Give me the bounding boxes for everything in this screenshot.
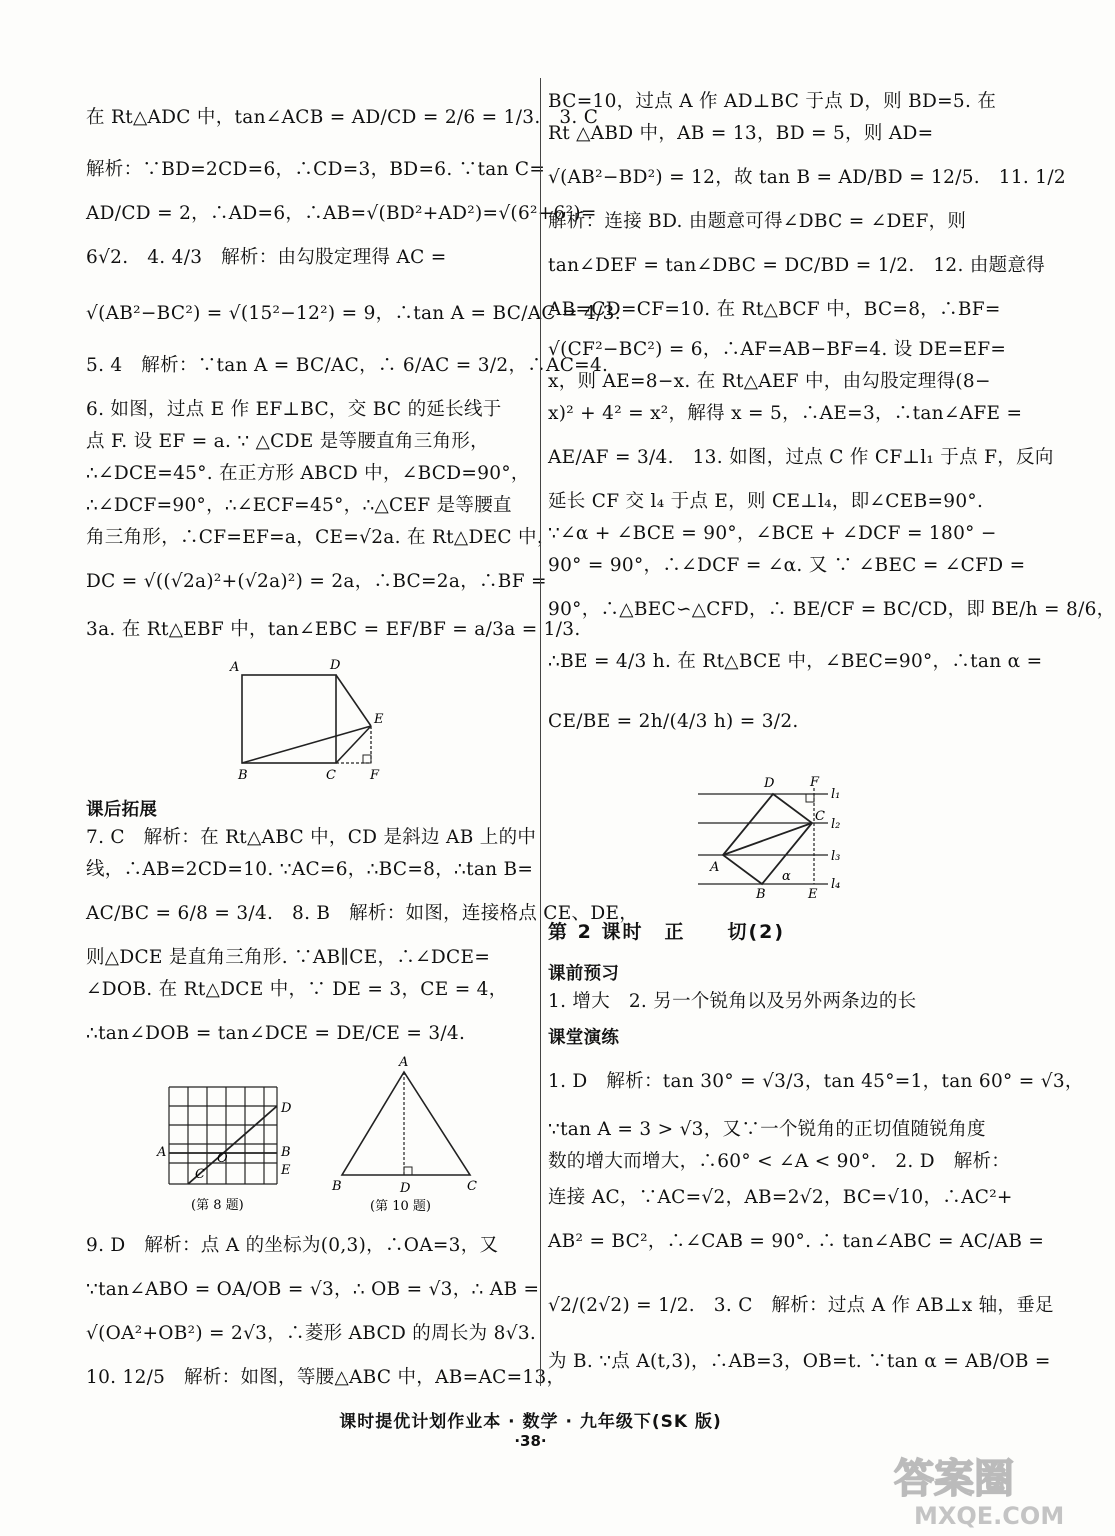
- watermark-top-text: 答案圈: [894, 1456, 1014, 1502]
- text-line: 在 Rt△ADC 中，tan∠ACB = AD/CD = 2/6 = 1/3. 3. C: [86, 107, 599, 128]
- text-line: ∵tan∠ABO = OA/OB = √3，∴ OB = √3，∴ AB =: [86, 1279, 540, 1300]
- text-line: 则△DCE 是直角三角形. ∵AB∥CE，∴∠DCE=: [86, 947, 491, 968]
- fig6-label-c: C: [326, 768, 336, 783]
- text-line: 1. 增大 2. 另一个锐角以及另外两条边的长: [548, 991, 917, 1012]
- section-heading: 第 2 课时 正 切(2): [548, 921, 786, 943]
- text-line: 点 F. 设 EF = a. ∵ △CDE 是等腰直角三角形，: [86, 431, 489, 452]
- text-line: ∴BE = 4/3 h. 在 Rt△BCE 中，∠BEC=90°，∴tan α =: [548, 651, 1043, 672]
- section-heading: 课堂演练: [548, 1028, 620, 1048]
- fig6-label-a: A: [230, 660, 240, 675]
- figure-q10: [330, 1050, 490, 1220]
- figure-q10-svg: [330, 1050, 490, 1220]
- text-line: 数的增大而增大，∴60° < ∠A < 90°. 2. D 解析：: [548, 1151, 1011, 1172]
- fig13-label-a: A: [710, 860, 720, 875]
- fig13-label-l2: l₂: [831, 817, 841, 832]
- watermark-bottom-text: MXQE.COM: [914, 1502, 1065, 1530]
- fig8-label-b: B: [281, 1145, 291, 1160]
- footer-book-title: 课时提优计划作业本 · 数学 · 九年级下(SK 版): [339, 1412, 722, 1432]
- text-line: AC/BC = 6/8 = 3/4. 8. B 解析：如图，连接格点 CE、DE，: [86, 903, 639, 924]
- fig8-label-o: O: [217, 1151, 228, 1166]
- fig6-label-e: E: [374, 712, 384, 727]
- fig8-label-d: D: [281, 1101, 292, 1116]
- text-line: √(CF²−BC²) = 6，∴AF=AB−BF=4. 设 DE=EF=: [548, 339, 1007, 360]
- fig13-label-f: F: [810, 775, 820, 790]
- text-line: 10. 12/5 解析：如图，等腰△ABC 中，AB=AC=13，: [86, 1367, 566, 1388]
- figure-q13-svg: [690, 770, 850, 900]
- text-line: 5. 4 解析：∵tan A = BC/AC，∴ 6/AC = 3/2，∴AC=4.: [86, 355, 609, 376]
- text-line: 7. C 解析：在 Rt△ABC 中，CD 是斜边 AB 上的中: [86, 827, 537, 848]
- text-line: ∠DOB. 在 Rt△DCE 中，∵ DE = 3，CE = 4，: [86, 979, 508, 1000]
- text-line: AE/AF = 3/4. 13. 如图，过点 C 作 CF⊥l₁ 于点 F，反向: [548, 447, 1054, 468]
- text-line: x)² + 4² = x²，解得 x = 5，∴AE=3，∴tan∠AFE =: [548, 403, 1023, 424]
- fig6-label-b: B: [238, 768, 248, 783]
- text-line: Rt △ABD 中，AB = 13，BD = 5，则 AD=: [548, 123, 934, 144]
- text-line: AD/CD = 2，∴AD=6，∴AB=√(BD²+AD²)=√(6²+6²)=: [86, 203, 597, 224]
- text-line: 解析：∵BD=2CD=6，∴CD=3，BD=6. ∵tan C=: [86, 159, 546, 180]
- fig10-label-d: D: [400, 1181, 411, 1196]
- text-line: ∴∠DCE=45°. 在正方形 ABCD 中，∠BCD=90°，: [86, 463, 530, 484]
- fig10-caption: (第 10 题): [370, 1199, 431, 1214]
- fig13-label-l3: l₃: [831, 849, 841, 864]
- fig13-label-b: B: [756, 887, 766, 902]
- fig13-label-l1: l₁: [831, 787, 841, 802]
- figure-q6: [228, 655, 398, 783]
- text-line: 90° = 90°，∴∠DCF = ∠α. 又 ∵ ∠BEC = ∠CFD =: [548, 555, 1026, 576]
- fig6-label-d: D: [330, 658, 341, 673]
- text-line: ∵∠α + ∠BCE = 90°，∠BCE + ∠DCF = 180° −: [548, 523, 997, 544]
- footer-page-number: ·38·: [514, 1432, 547, 1450]
- text-line: 角三角形，∴CF=EF=a，CE=√2a. 在 Rt△DEC 中，: [86, 527, 556, 548]
- text-line: 延长 CF 交 l₄ 于点 E，则 CE⊥l₄，即∠CEB=90°.: [548, 491, 984, 512]
- text-line: ∵tan A = 3 > √3，又∵一个锐角的正切值随锐角度: [548, 1119, 986, 1140]
- fig10-label-a: A: [399, 1055, 409, 1070]
- figure-q6-svg: [228, 655, 398, 783]
- text-line: ∴tan∠DOB = tan∠DCE = DE/CE = 3/4.: [86, 1023, 466, 1044]
- text-line: tan∠DEF = tan∠DBC = DC/BD = 1/2. 12. 由题意得: [548, 255, 1046, 276]
- fig13-label-c: C: [815, 809, 825, 824]
- watermark-logo: [888, 1450, 1065, 1530]
- text-line: AB² = BC²，∴∠CAB = 90°. ∴ tan∠ABC = AC/AB =: [548, 1231, 1045, 1252]
- text-line: 1. D 解析：tan 30° = √3/3，tan 45°=1，tan 60° = √3，: [548, 1071, 1084, 1092]
- fig13-label-l4: l₄: [831, 877, 841, 892]
- text-line: √(OA²+OB²) = 2√3，∴菱形 ABCD 的周长为 8√3.: [86, 1323, 537, 1344]
- fig13-label-alpha: α: [782, 869, 791, 884]
- text-line: 连接 AC，∵AC=√2，AB=2√2，BC=√10，∴AC²+: [548, 1187, 1013, 1208]
- text-line: 3a. 在 Rt△EBF 中，tan∠EBC = EF/BF = a/3a = 1/3.: [86, 619, 581, 640]
- fig13-label-d: D: [764, 776, 775, 791]
- figure-q8: [155, 1082, 305, 1217]
- text-line: 9. D 解析：点 A 的坐标为(0,3)，∴OA=3，又: [86, 1235, 499, 1256]
- text-line: CE/BE = 2h/(4/3 h) = 3/2.: [548, 711, 799, 732]
- text-line: 6√2. 4. 4/3 解析：由勾股定理得 AC =: [86, 247, 447, 268]
- fig8-caption: (第 8 题): [191, 1198, 244, 1213]
- fig13-label-e: E: [808, 887, 818, 902]
- text-line: 为 B. ∵点 A(t,3)，∴AB=3，OB=t. ∵tan α = AB/OB =: [548, 1351, 1051, 1372]
- fig8-label-e: E: [281, 1163, 291, 1178]
- text-line: BC=10，过点 A 作 AD⊥BC 于点 D，则 BD=5. 在: [548, 91, 997, 112]
- text-line: √2/(2√2) = 1/2. 3. C 解析：过点 A 作 AB⊥x 轴，垂足: [548, 1295, 1054, 1316]
- section-heading: 课后拓展: [86, 800, 158, 820]
- fig8-label-c: C: [195, 1167, 205, 1182]
- text-line: √(AB²−BC²) = √(15²−12²) = 9，∴tan A = BC/AC = 4/3.: [86, 303, 621, 324]
- text-line: AB=CD=CF=10. 在 Rt△BCF 中，BC=8，∴BF=: [548, 299, 1001, 320]
- text-line: 6. 如图，过点 E 作 EF⊥BC，交 BC 的延长线于: [86, 399, 502, 420]
- figure-q13: [690, 770, 850, 900]
- text-line: 90°，∴△BEC∽△CFD，∴ BE/CF = BC/CD，即 BE/h = 8/6，: [548, 599, 1115, 620]
- text-line: ∴∠DCF=90°，∴∠ECF=45°，∴△CEF 是等腰直: [86, 495, 512, 516]
- text-line: 解析：连接 BD. 由题意可得∠DBC = ∠DEF，则: [548, 211, 967, 232]
- fig10-label-b: B: [332, 1179, 342, 1194]
- column-divider: [540, 78, 541, 1386]
- figure-q8-svg: [155, 1082, 305, 1217]
- text-line: √(AB²−BD²) = 12，故 tan B = AD/BD = 12/5. 11. 1/2: [548, 167, 1066, 188]
- fig10-label-c: C: [467, 1179, 477, 1194]
- text-line: DC = √((√2a)²+(√2a)²) = 2a，∴BC=2a，∴BF =: [86, 571, 547, 592]
- fig6-label-f: F: [370, 768, 380, 783]
- section-heading: 课前预习: [548, 964, 620, 984]
- text-line: x，则 AE=8−x. 在 Rt△AEF 中，由勾股定理得(8−: [548, 371, 991, 392]
- fig8-label-a: A: [157, 1145, 167, 1160]
- text-line: 线，∴AB=2CD=10. ∵AC=6，∴BC=8，∴tan B=: [86, 859, 534, 880]
